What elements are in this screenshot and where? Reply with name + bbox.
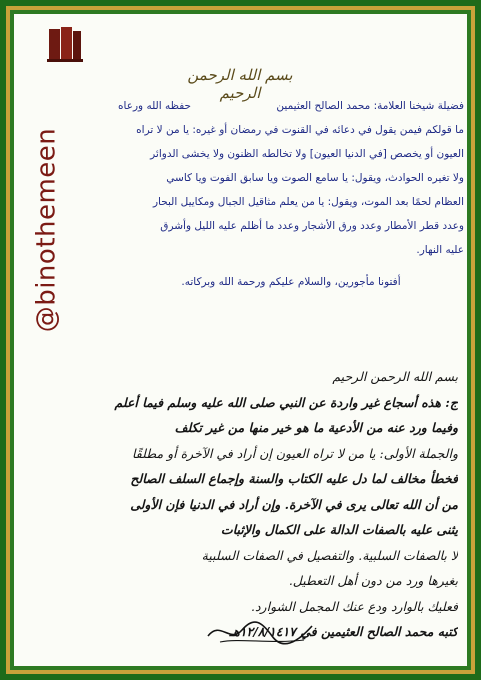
blessing: حفظه الله ورعاه (118, 100, 192, 112)
basmala-calligraphy: بسم الله الرحمن الرحيم (187, 66, 293, 102)
handwritten-answer (28, 364, 458, 645)
answer-line: فعليك بالوارد ودع عنك المجمل الشوارد. (251, 598, 458, 614)
question-line: عليه النهار. (416, 244, 464, 256)
answer-line: ج: هذه أسجاع غير واردة عن النبي صلى الله عليه وسلم فيما أعلم (114, 394, 458, 410)
answer-line: وفيما ورد عنه من الأدعية ما هو خير منها من غير تكلف (174, 420, 458, 435)
question-text-block (118, 94, 464, 294)
answer-line: لا بالصفات السلبية. والتفصيل في الصفات السلبية (201, 547, 458, 563)
answer-line: كتبه محمد الصالح العثيمين في ١٢/٨/١٤١٧هـ (229, 624, 458, 639)
signature-scribble (200, 614, 320, 648)
answer-line: فخطأ مخالف لما دل عليه الكتاب والسنة وإجماع السلف الصالح (130, 471, 458, 486)
answer-line: والجملة الأولى: يا من لا تراه العيون إن أراد في الآخرة أو مطلقًا (131, 445, 458, 461)
brand-handle-text: @binothemeen (31, 127, 61, 333)
answer-line: من أن الله تعالى يرى في الآخرة. وإن أراد في الدنيا فإن الأولى (130, 496, 458, 512)
question-line: العظام لحمًا بعد الموت، ويقول: يا من يعلم مثاقيل الجبال ومكاييل البحار (152, 196, 464, 208)
answer-line: بسم الله الرحمن الرحيم (332, 369, 458, 384)
question-line: ولا تغيره الحوادث، ويقول: يا سامع الصوت ويا سابق الفوت ويا كاسي (166, 172, 464, 184)
answer-line: يثنى عليه بالصفات الدالة على الكمال والإثبات (220, 522, 458, 537)
question-header (118, 94, 464, 118)
question-line: وعدد قطر الأمطار وعدد ورق الأشجار وعدد ما أظلم عليه الليل وأشرق (160, 220, 464, 232)
book-stack-icon (45, 24, 85, 64)
brand-handle (26, 100, 66, 360)
answer-line: بغيرها ورد من دون أهل التعطيل. (288, 573, 458, 588)
question-closing: أفتونا مأجورين، والسلام عليكم ورحمة الله وبركاته. (181, 276, 401, 288)
addressee: فضيلة شيخنا العلامة: محمد الصالح العثيمين (276, 100, 464, 112)
question-line: العيون أو يخصص [في الدنيا العيون] ولا تخالطه الظنون ولا يخشى الدوائر (150, 148, 464, 160)
question-line: ما قولكم فيمن يقول في دعائه في القنوت في رمضان أو غيره: يا من لا تراه (136, 124, 464, 136)
